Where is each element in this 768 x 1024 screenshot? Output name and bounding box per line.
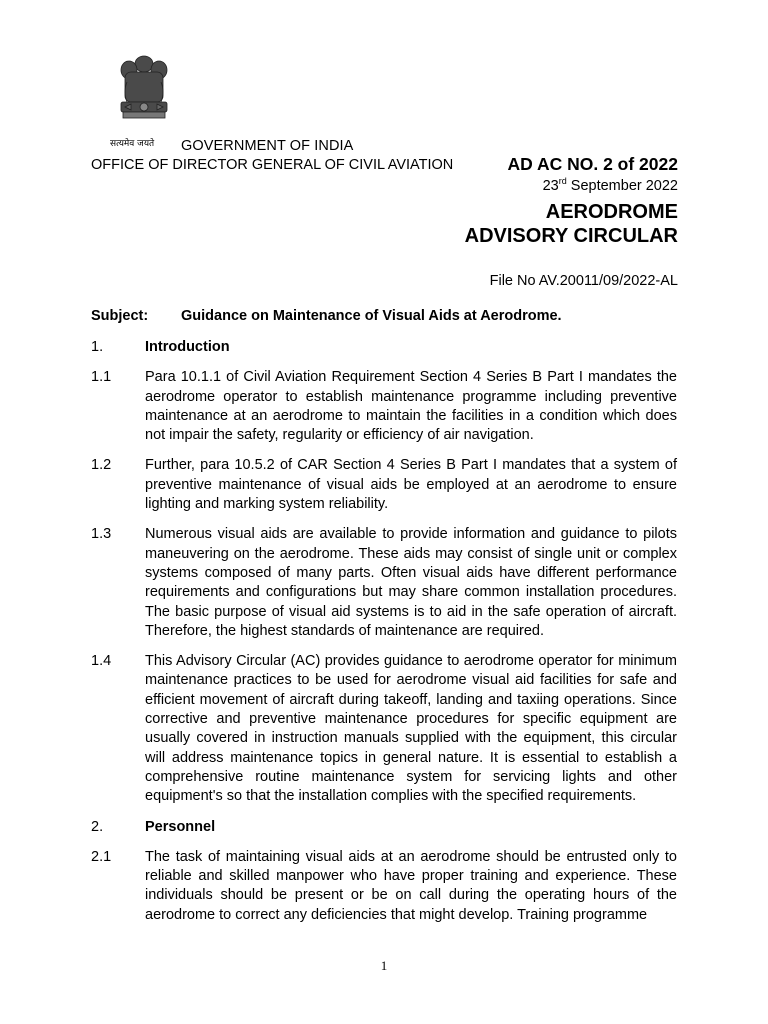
paragraph-number: 1.1 — [91, 369, 112, 386]
section-number: 1. — [91, 339, 104, 355]
state-emblem-icon — [113, 52, 175, 132]
paragraph-number: 1.2 — [91, 457, 112, 474]
file-number: File No AV.20011/09/2022-AL — [489, 273, 678, 289]
paragraph-number: 2.1 — [91, 848, 112, 865]
document-body — [91, 338, 677, 936]
section-title: Introduction — [145, 339, 230, 355]
paragraph — [91, 456, 677, 514]
paragraph-text: This Advisory Circular (AC) provides guidance to aerodrome operator for minimum maintenance practices to be used for aerodrome visual aid facilities for safe and efficient movement of aircraft during takeoff, landing and taxiing operations. Since corrective and preventive maintenance procedures for specific equipment are usually covered in instruction manuals supplied with the equipment, this circular will address maintenance topics in general nature. It is essential to establish a comprehensive routine maintenance system for servicing lights and other equipment's so that the installation complies with the specified requirements. — [145, 653, 677, 805]
government-label: GOVERNMENT OF INDIA — [181, 138, 354, 154]
subject-label: Subject: — [91, 308, 149, 324]
subject-line — [91, 308, 562, 324]
paragraph — [91, 848, 677, 925]
emblem-motto: सत्यमेव जयते — [110, 139, 155, 149]
section-heading — [91, 338, 677, 357]
office-label: OFFICE OF DIRECTOR GENERAL OF CIVIL AVIATION — [91, 157, 454, 173]
document-title-line1: AERODROME — [545, 201, 678, 223]
circular-number: AD AC NO. 2 of 2022 — [507, 154, 678, 174]
section-title: Personnel — [145, 818, 216, 835]
section-heading — [91, 818, 677, 837]
paragraph — [91, 652, 677, 806]
paragraph-number: 1.3 — [91, 526, 112, 543]
paragraph-number: 1.4 — [91, 653, 112, 670]
subject-text: Guidance on Maintenance of Visual Aids at Aerodrome. — [181, 308, 562, 324]
paragraph-text: Numerous visual aids are available to provide information and guidance to pilots maneuvering on the aerodrome. These aids may consist of single unit or complex systems composed of many parts. Often visual aids have different performance requirements and configurations but may share common installation procedures. The basic purpose of visual aid systems is to aid in the safe operation of aircraft. Therefore, the highest standards of maintenance are required. — [145, 526, 677, 639]
paragraph-text: The task of maintaining visual aids at an aerodrome should be entrusted only to reliable and skilled manpower who have proper training and experience. These individuals should be present or be on call during the operating hours of the aerodrome to correct any deficiencies that might develop. Training programme — [145, 848, 677, 923]
document-title-line2: ADVISORY CIRCULAR — [464, 225, 678, 247]
page-number: 1 — [380, 958, 388, 973]
paragraph — [91, 368, 677, 445]
circular-date: 23rd September 2022 — [542, 176, 678, 194]
paragraph — [91, 525, 677, 641]
paragraph-text: Para 10.1.1 of Civil Aviation Requirement Section 4 Series B Part I mandates the aerodrome operator to establish maintenance programme including preventive maintenance at an aerodrome to maintain the facilities in a condition which does not impair the safety, regularity or efficiency of air navigation. — [145, 369, 677, 444]
paragraph-text: Further, para 10.5.2 of CAR Section 4 Series B Part I mandates that a system of preventive maintenance of visual aids be employed at an aerodrome to ensure lighting and marking system reliability. — [145, 457, 677, 513]
section-number: 2. — [91, 818, 104, 835]
